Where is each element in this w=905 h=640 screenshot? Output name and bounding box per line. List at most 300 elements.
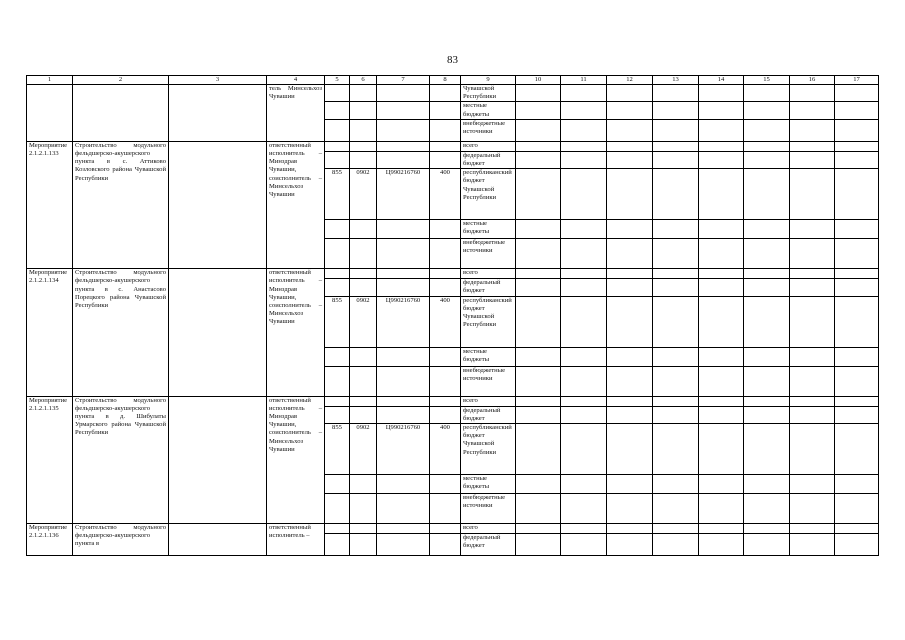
value-cell <box>835 151 879 168</box>
csr-cell <box>377 85 430 102</box>
col3-cell <box>169 85 267 142</box>
value-cell <box>790 279 835 296</box>
executor-cell: ответственный исполнитель – Минздрав Чувашии, соисполнитель – Минсельхоз Чувашии <box>267 396 325 523</box>
col3-cell <box>169 396 267 523</box>
csr-cell <box>377 524 430 534</box>
rzpr-cell <box>350 366 377 396</box>
value-cell <box>699 475 744 494</box>
rzpr-cell <box>350 119 377 141</box>
csr-cell <box>377 102 430 119</box>
value-cell <box>607 269 653 279</box>
value-cell <box>653 424 699 475</box>
value-cell <box>699 119 744 141</box>
value-cell <box>744 119 790 141</box>
source-cell: местные бюджеты <box>461 475 516 494</box>
value-cell <box>516 85 561 102</box>
value-cell <box>516 220 561 239</box>
vr-cell: 400 <box>430 169 461 220</box>
rzpr-cell <box>350 279 377 296</box>
value-cell <box>607 85 653 102</box>
source-cell: республиканский бюджет Чувашской Республики <box>461 424 516 475</box>
vr-cell <box>430 347 461 366</box>
value-cell <box>699 534 744 556</box>
vr-cell <box>430 119 461 141</box>
rzpr-cell <box>350 347 377 366</box>
value-cell <box>607 169 653 220</box>
value-cell <box>653 239 699 269</box>
column-header: 10 <box>516 76 561 85</box>
column-header: 12 <box>607 76 653 85</box>
value-cell <box>790 102 835 119</box>
page-number: 83 <box>447 54 458 66</box>
value-cell <box>744 239 790 269</box>
value-cell <box>699 169 744 220</box>
value-cell <box>561 239 607 269</box>
column-header: 2 <box>73 76 169 85</box>
grbs-cell: 855 <box>325 424 350 475</box>
source-cell: всего <box>461 269 516 279</box>
value-cell <box>744 347 790 366</box>
value-cell <box>516 119 561 141</box>
value-cell <box>699 524 744 534</box>
value-cell <box>744 141 790 151</box>
value-cell <box>653 534 699 556</box>
column-header: 7 <box>377 76 430 85</box>
value-cell <box>607 296 653 347</box>
source-cell: федеральный бюджет <box>461 151 516 168</box>
rzpr-cell <box>350 534 377 556</box>
vr-cell <box>430 151 461 168</box>
value-cell <box>516 169 561 220</box>
value-cell <box>561 524 607 534</box>
value-cell <box>744 296 790 347</box>
csr-cell <box>377 347 430 366</box>
value-cell <box>835 424 879 475</box>
value-cell <box>561 366 607 396</box>
value-cell <box>607 494 653 524</box>
value-cell <box>607 406 653 423</box>
csr-cell: Ц990216760 <box>377 424 430 475</box>
vr-cell <box>430 279 461 296</box>
rzpr-cell <box>350 220 377 239</box>
vr-cell <box>430 475 461 494</box>
vr-cell <box>430 85 461 102</box>
value-cell <box>790 534 835 556</box>
csr-cell <box>377 406 430 423</box>
value-cell <box>653 169 699 220</box>
rzpr-cell <box>350 151 377 168</box>
value-cell <box>744 494 790 524</box>
measure-id-cell: Мероприятие 2.1.2.1.133 <box>27 141 73 268</box>
value-cell <box>653 269 699 279</box>
value-cell <box>516 239 561 269</box>
value-cell <box>790 424 835 475</box>
value-cell <box>561 406 607 423</box>
value-cell <box>699 494 744 524</box>
value-cell <box>790 151 835 168</box>
value-cell <box>835 85 879 102</box>
grbs-cell <box>325 534 350 556</box>
rzpr-cell <box>350 475 377 494</box>
rzpr-cell <box>350 141 377 151</box>
measure-name-cell: Строительство модульного фельдшерско-акушерского пункта в с. Анастасово Порецкого района Чувашской Республики <box>73 269 169 396</box>
csr-cell <box>377 279 430 296</box>
rzpr-cell <box>350 102 377 119</box>
csr-cell <box>377 151 430 168</box>
value-cell <box>744 534 790 556</box>
col3-cell <box>169 141 267 268</box>
csr-cell <box>377 534 430 556</box>
vr-cell <box>430 406 461 423</box>
value-cell <box>653 366 699 396</box>
value-cell <box>790 85 835 102</box>
vr-cell <box>430 396 461 406</box>
value-cell <box>516 141 561 151</box>
value-cell <box>516 534 561 556</box>
value-cell <box>699 141 744 151</box>
value-cell <box>835 269 879 279</box>
source-cell: всего <box>461 524 516 534</box>
value-cell <box>790 119 835 141</box>
value-cell <box>744 396 790 406</box>
value-cell <box>561 347 607 366</box>
value-cell <box>790 524 835 534</box>
value-cell <box>699 424 744 475</box>
value-cell <box>561 396 607 406</box>
value-cell <box>790 269 835 279</box>
value-cell <box>653 475 699 494</box>
source-cell: федеральный бюджет <box>461 279 516 296</box>
vr-cell <box>430 269 461 279</box>
source-cell: республиканский бюджет Чувашской Республики <box>461 169 516 220</box>
grbs-cell <box>325 475 350 494</box>
value-cell <box>561 475 607 494</box>
vr-cell <box>430 220 461 239</box>
rzpr-cell <box>350 524 377 534</box>
grbs-cell <box>325 85 350 102</box>
table-row <box>27 524 879 534</box>
source-cell: местные бюджеты <box>461 347 516 366</box>
source-cell: федеральный бюджет <box>461 534 516 556</box>
measure-name-cell: Строительство модульного фельдшерско-акушерского пункта в д. Шибулаты Урмарского района Чувашской Республики <box>73 396 169 523</box>
value-cell <box>790 347 835 366</box>
csr-cell: Ц990216760 <box>377 169 430 220</box>
value-cell <box>790 406 835 423</box>
value-cell <box>744 366 790 396</box>
executor-cell: ответственный исполнитель – Минздрав Чувашии, соисполнитель – Минсельхоз Чувашии <box>267 269 325 396</box>
column-header: 6 <box>350 76 377 85</box>
value-cell <box>653 85 699 102</box>
value-cell <box>699 396 744 406</box>
column-header: 13 <box>653 76 699 85</box>
value-cell <box>607 424 653 475</box>
grbs-cell: 855 <box>325 296 350 347</box>
value-cell <box>516 396 561 406</box>
col3-cell <box>169 269 267 396</box>
value-cell <box>516 524 561 534</box>
value-cell <box>653 524 699 534</box>
column-header: 1 <box>27 76 73 85</box>
measure-name-cell: Строительство модульного фельдшерско-акушерского пункта в <box>73 524 169 556</box>
value-cell <box>653 347 699 366</box>
table-row <box>27 141 879 151</box>
csr-cell <box>377 475 430 494</box>
grbs-cell <box>325 220 350 239</box>
value-cell <box>561 279 607 296</box>
measure-name-cell: Строительство модульного фельдшерско-акушерского пункта в с. Аттиково Козловского района Чувашской Республики <box>73 141 169 268</box>
rzpr-cell <box>350 406 377 423</box>
value-cell <box>790 141 835 151</box>
source-cell: местные бюджеты <box>461 220 516 239</box>
value-cell <box>516 406 561 423</box>
rzpr-cell: 0902 <box>350 296 377 347</box>
value-cell <box>835 296 879 347</box>
value-cell <box>607 534 653 556</box>
value-cell <box>653 494 699 524</box>
value-cell <box>699 347 744 366</box>
grbs-cell <box>325 102 350 119</box>
grbs-cell <box>325 141 350 151</box>
value-cell <box>699 296 744 347</box>
grbs-cell <box>325 524 350 534</box>
value-cell <box>744 279 790 296</box>
value-cell <box>516 269 561 279</box>
value-cell <box>653 151 699 168</box>
value-cell <box>744 151 790 168</box>
source-cell: внебюджетные источники <box>461 119 516 141</box>
value-cell <box>835 366 879 396</box>
value-cell <box>744 424 790 475</box>
executor-cell: ответственный исполнитель – <box>267 524 325 556</box>
value-cell <box>653 279 699 296</box>
value-cell <box>561 494 607 524</box>
csr-cell: Ц990216760 <box>377 296 430 347</box>
table-row <box>27 269 879 279</box>
grbs-cell <box>325 347 350 366</box>
value-cell <box>561 534 607 556</box>
csr-cell <box>377 396 430 406</box>
measure-name-cell <box>73 85 169 142</box>
value-cell <box>607 141 653 151</box>
value-cell <box>607 239 653 269</box>
rzpr-cell <box>350 269 377 279</box>
value-cell <box>835 475 879 494</box>
value-cell <box>561 169 607 220</box>
value-cell <box>699 239 744 269</box>
value-cell <box>835 406 879 423</box>
value-cell <box>744 269 790 279</box>
grbs-cell <box>325 494 350 524</box>
value-cell <box>561 141 607 151</box>
vr-cell <box>430 366 461 396</box>
value-cell <box>699 279 744 296</box>
value-cell <box>607 220 653 239</box>
value-cell <box>790 475 835 494</box>
value-cell <box>561 424 607 475</box>
value-cell <box>561 151 607 168</box>
column-header: 14 <box>699 76 744 85</box>
source-cell: всего <box>461 141 516 151</box>
value-cell <box>835 119 879 141</box>
header-row <box>27 76 879 85</box>
value-cell <box>516 424 561 475</box>
value-cell <box>790 296 835 347</box>
source-cell: всего <box>461 396 516 406</box>
grbs-cell <box>325 279 350 296</box>
value-cell <box>653 141 699 151</box>
value-cell <box>561 102 607 119</box>
column-header: 3 <box>169 76 267 85</box>
source-cell: внебюджетные источники <box>461 494 516 524</box>
column-header: 15 <box>744 76 790 85</box>
vr-cell <box>430 239 461 269</box>
source-cell: местные бюджеты <box>461 102 516 119</box>
value-cell <box>561 269 607 279</box>
value-cell <box>516 366 561 396</box>
rzpr-cell <box>350 239 377 269</box>
value-cell <box>699 269 744 279</box>
value-cell <box>516 475 561 494</box>
value-cell <box>699 102 744 119</box>
value-cell <box>561 119 607 141</box>
executor-cell: тель Минсельхоз Чувашии <box>267 85 325 142</box>
vr-cell <box>430 141 461 151</box>
csr-cell <box>377 494 430 524</box>
grbs-cell <box>325 396 350 406</box>
vr-cell <box>430 494 461 524</box>
value-cell <box>835 169 879 220</box>
value-cell <box>516 151 561 168</box>
vr-cell <box>430 534 461 556</box>
executor-cell: ответственный исполнитель – Минздрав Чувашии, соисполнитель – Минсельхоз Чувашии <box>267 141 325 268</box>
source-cell: республиканский бюджет Чувашской Республики <box>461 296 516 347</box>
value-cell <box>835 220 879 239</box>
value-cell <box>653 396 699 406</box>
value-cell <box>699 366 744 396</box>
value-cell <box>699 220 744 239</box>
column-header: 9 <box>461 76 516 85</box>
column-header: 11 <box>561 76 607 85</box>
source-cell: федеральный бюджет <box>461 406 516 423</box>
value-cell <box>561 220 607 239</box>
value-cell <box>744 524 790 534</box>
rzpr-cell: 0902 <box>350 424 377 475</box>
program-table <box>26 75 879 556</box>
value-cell <box>835 494 879 524</box>
value-cell <box>790 396 835 406</box>
value-cell <box>561 296 607 347</box>
measure-id-cell: Мероприятие 2.1.2.1.136 <box>27 524 73 556</box>
value-cell <box>607 151 653 168</box>
rzpr-cell <box>350 396 377 406</box>
grbs-cell: 855 <box>325 169 350 220</box>
value-cell <box>516 102 561 119</box>
rzpr-cell: 0902 <box>350 169 377 220</box>
value-cell <box>653 102 699 119</box>
csr-cell <box>377 220 430 239</box>
col3-cell <box>169 524 267 556</box>
value-cell <box>835 396 879 406</box>
value-cell <box>744 220 790 239</box>
value-cell <box>607 119 653 141</box>
value-cell <box>699 85 744 102</box>
csr-cell <box>377 141 430 151</box>
measure-id-cell: Мероприятие 2.1.2.1.135 <box>27 396 73 523</box>
value-cell <box>835 239 879 269</box>
value-cell <box>516 279 561 296</box>
csr-cell <box>377 239 430 269</box>
value-cell <box>516 347 561 366</box>
vr-cell <box>430 102 461 119</box>
value-cell <box>790 366 835 396</box>
value-cell <box>607 347 653 366</box>
value-cell <box>744 102 790 119</box>
value-cell <box>790 220 835 239</box>
value-cell <box>790 169 835 220</box>
value-cell <box>835 347 879 366</box>
value-cell <box>607 524 653 534</box>
column-header: 17 <box>835 76 879 85</box>
value-cell <box>835 534 879 556</box>
source-cell: внебюджетные источники <box>461 239 516 269</box>
table-row <box>27 85 879 102</box>
vr-cell: 400 <box>430 296 461 347</box>
value-cell <box>835 279 879 296</box>
csr-cell <box>377 366 430 396</box>
vr-cell: 400 <box>430 424 461 475</box>
value-cell <box>607 102 653 119</box>
column-header: 8 <box>430 76 461 85</box>
value-cell <box>607 366 653 396</box>
value-cell <box>790 239 835 269</box>
column-header: 16 <box>790 76 835 85</box>
source-cell: внебюджетные источники <box>461 366 516 396</box>
grbs-cell <box>325 119 350 141</box>
grbs-cell <box>325 366 350 396</box>
value-cell <box>607 475 653 494</box>
table-row <box>27 396 879 406</box>
source-cell: Чувашской Республики <box>461 85 516 102</box>
value-cell <box>653 406 699 423</box>
value-cell <box>744 85 790 102</box>
value-cell <box>607 396 653 406</box>
value-cell <box>516 296 561 347</box>
value-cell <box>653 220 699 239</box>
value-cell <box>699 406 744 423</box>
value-cell <box>744 475 790 494</box>
grbs-cell <box>325 406 350 423</box>
column-header: 5 <box>325 76 350 85</box>
value-cell <box>653 119 699 141</box>
column-header: 4 <box>267 76 325 85</box>
rzpr-cell <box>350 85 377 102</box>
measure-id-cell <box>27 85 73 142</box>
value-cell <box>653 296 699 347</box>
value-cell <box>516 494 561 524</box>
csr-cell <box>377 119 430 141</box>
value-cell <box>835 141 879 151</box>
value-cell <box>561 85 607 102</box>
rzpr-cell <box>350 494 377 524</box>
value-cell <box>699 151 744 168</box>
value-cell <box>744 169 790 220</box>
vr-cell <box>430 524 461 534</box>
csr-cell <box>377 269 430 279</box>
grbs-cell <box>325 239 350 269</box>
value-cell <box>744 406 790 423</box>
value-cell <box>790 494 835 524</box>
value-cell <box>835 102 879 119</box>
